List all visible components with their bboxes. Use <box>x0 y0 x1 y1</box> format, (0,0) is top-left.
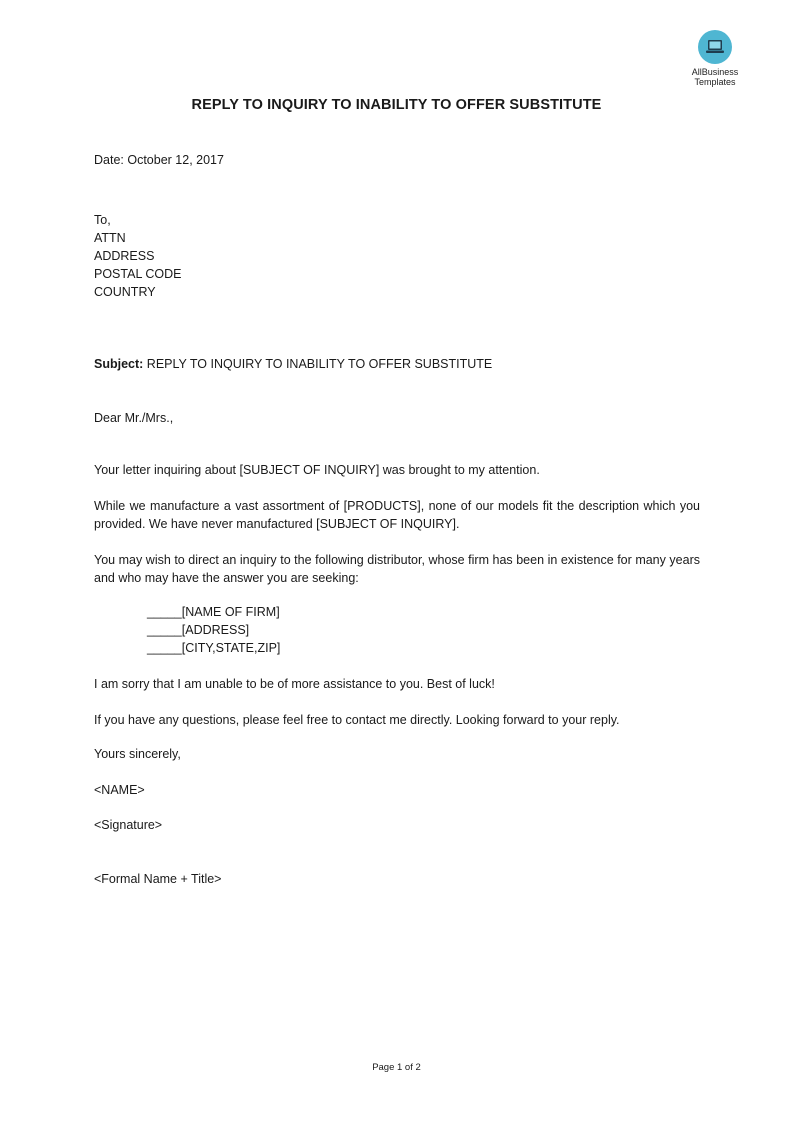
formal-name-title: <Formal Name + Title> <box>94 872 222 886</box>
document-title: REPLY TO INQUIRY TO INABILITY TO OFFER SUBSTITUTE <box>191 97 602 113</box>
date: Date: October 12, 2017 <box>94 153 224 167</box>
distributor-firm: _____[NAME OF FIRM] <box>147 605 280 619</box>
address-address: ADDRESS <box>94 249 155 263</box>
address-to: To, <box>94 213 111 227</box>
page-number: Page 1 of 2 <box>372 1062 421 1073</box>
paragraph-1: Your letter inquiring about [SUBJECT OF INQUIRY] was brought to my attention. <box>94 463 540 477</box>
subject-label: Subject: <box>94 357 144 371</box>
address-attn: ATTN <box>94 231 126 245</box>
distributor-address: _____[ADDRESS] <box>147 623 250 637</box>
laptop-icon <box>698 30 732 64</box>
address-country: COUNTRY <box>94 285 156 299</box>
distributor-city: _____[CITY,STATE,ZIP] <box>147 641 281 655</box>
salutation: Dear Mr./Mrs., <box>94 411 174 425</box>
closing-sincerely: Yours sincerely, <box>94 747 181 761</box>
logo-text: AllBusiness Templates <box>691 67 739 87</box>
closing-questions: If you have any questions, please feel free to contact me directly. Looking forward to your reply. <box>94 713 620 727</box>
paragraph-2: While we manufacture a vast assortment of [PRODUCTS], none of our models fit the description which you provided. We have never manufactured [SUBJECT OF INQUIRY]. <box>94 499 700 531</box>
closing-sorry: I am sorry that I am unable to be of more assistance to you. Best of luck! <box>94 677 495 691</box>
logo <box>680 30 750 87</box>
subject-text: REPLY TO INQUIRY TO INABILITY TO OFFER SUBSTITUTE <box>143 357 493 371</box>
signer-name: <NAME> <box>94 783 145 797</box>
paragraph-3: You may wish to direct an inquiry to the following distributor, whose firm has been in existence for many years and who may have the answer you are seeking: <box>94 553 700 585</box>
signature-placeholder: <Signature> <box>94 818 163 832</box>
address-postal: POSTAL CODE <box>94 267 182 281</box>
subject-line <box>94 357 492 371</box>
